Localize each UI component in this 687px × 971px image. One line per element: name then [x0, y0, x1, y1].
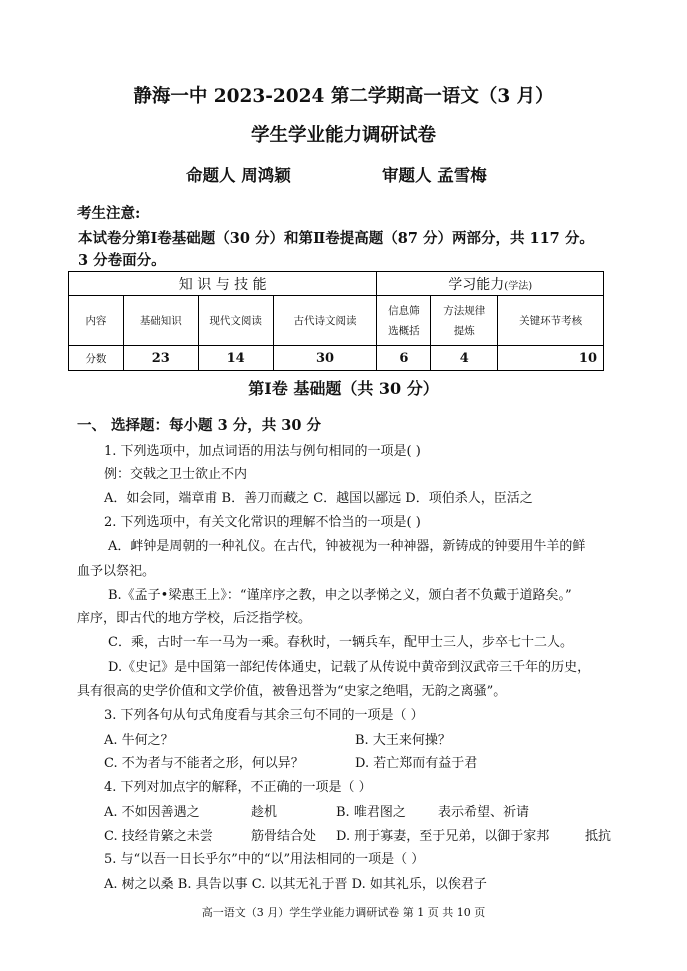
q1-stem: 1. 下列选项中，加点词语的用法与例句相同的一项是( ) — [104, 444, 421, 459]
group-ability-label: 学习能力 — [448, 276, 505, 293]
group-ability — [377, 272, 604, 296]
col-info — [377, 296, 431, 346]
score-info: 6 — [377, 346, 431, 371]
score-basic: 23 — [123, 346, 198, 371]
q2-option-b: B.《孟子•梁惠王上》：“谨庠序之教，申之以孝悌之义，颁白者不负戴于道路矣。” — [108, 588, 572, 603]
page-footer: 高一语文（3 月）学生学业能力调研试卷 第 1 页 共 10 页 — [201, 906, 486, 919]
q4-option-a: A. 不如因善遇之 — [104, 805, 200, 820]
row-label-score: 分数 — [69, 346, 124, 371]
q2-stem: 2. 下列选项中，有关文化常识的理解不恰当的一项是( ) — [104, 515, 421, 530]
q1-example: 例：交戟之卫士欲止不内 — [104, 467, 248, 482]
q3-option-b: B. 大王来何操？ — [355, 733, 451, 748]
q4-option-d: D. 刑于寡妻，至于兄弟，以御于家邦 — [336, 829, 550, 844]
setter: 命题人 周鸿颖 — [186, 166, 291, 185]
q2-option-a-cont: 血予以祭祀。 — [77, 564, 156, 579]
q2-option-a: A．衅钟是周朝的一种礼仪。在古代，钟被视为一种神器，新铸成的钟要用牛羊的鲜 — [108, 539, 586, 554]
col-key: 关键环节考核 — [498, 296, 604, 346]
q3-stem: 3. 下列各句从句式角度看与其余三句不同的一项是（ ） — [104, 708, 424, 723]
col-info-line2: 选概括 — [388, 324, 420, 337]
q4-option-b: B. 唯君图之 — [336, 805, 406, 820]
col-classical: 古代诗文阅读 — [273, 296, 377, 346]
q4-option-c: C. 技经肯綮之未尝 — [104, 829, 213, 844]
q4-option-b-meaning: 表示希望、祈请 — [438, 805, 530, 820]
q2-option-c: C．乘，古时一车一马为一乘。春秋时，一辆兵车，配甲士三人，步卒七十二人。 — [108, 635, 573, 650]
q4-stem: 4. 下列对加点字的解释，不正确的一项是（ ） — [104, 780, 372, 795]
col-method-line2: 提炼 — [453, 324, 475, 337]
q2-option-d: D.《史记》是中国第一部纪传体通史，记载了从传说中黄帝到汉武帝三千年的历史， — [108, 660, 591, 675]
exam-title: 静海一中 2023-2024 第二学期高一语文（3 月） — [133, 86, 554, 107]
group-ability-note: (学法) — [504, 280, 533, 292]
score-method: 4 — [431, 346, 498, 371]
q3-option-a: A. 牛何之？ — [104, 733, 174, 748]
q5-options: A. 树之以桑 B. 具告以事 C. 以其无礼于晋 D. 如其礼乐，以俟君子 — [104, 877, 487, 892]
col-method — [431, 296, 498, 346]
section-title: 第Ⅰ卷 基础题（共 30 分） — [248, 379, 439, 398]
score-key: 10 — [498, 346, 604, 371]
q1-options: A．如会同，端章甫 B．善刀而藏之 C．越国以鄙远 D．项伯杀人，臣活之 — [104, 491, 533, 506]
q5-stem: 5. 与“以吾一日长乎尔”中的“以”用法相同的一项是（ ） — [104, 852, 425, 867]
col-method-line1: 方法规律 — [443, 304, 486, 317]
q2-option-d-cont: 具有很高的史学价值和文学价值，被鲁迅誉为“史家之绝唱，无韵之离骚”。 — [77, 684, 507, 699]
q4-option-d-meaning: 抵抗 — [585, 829, 612, 844]
score-modern: 14 — [198, 346, 273, 371]
exam-subtitle: 学生学业能力调研试卷 — [250, 125, 436, 146]
col-basic: 基础知识 — [123, 296, 198, 346]
score-table — [68, 271, 604, 371]
notice-line-1: 本试卷分第Ⅰ卷基础题（30 分）和第Ⅱ卷提高题（87 分）两部分，共 117 分。 — [78, 230, 594, 247]
q4-option-c-meaning: 筋骨结合处 — [251, 829, 317, 844]
notice-label: 考生注意: — [77, 205, 141, 222]
q2-option-b-cont: 庠序，即古代的地方学校，后泛指学校。 — [77, 611, 312, 626]
col-modern: 现代文阅读 — [198, 296, 273, 346]
group-knowledge: 知 识 与 技 能 — [69, 272, 377, 296]
row-label-content: 内容 — [69, 296, 124, 346]
q4-option-a-meaning: 趁机 — [251, 805, 278, 820]
reviewer: 审题人 孟雪梅 — [382, 166, 487, 185]
col-info-line1: 信息筛 — [388, 304, 420, 317]
q3-option-d: D. 若亡郑而有益于君 — [355, 756, 478, 771]
notice-line-2: 3 分卷面分。 — [78, 252, 166, 269]
score-classical: 30 — [273, 346, 377, 371]
part-title: 一、 选择题：每小题 3 分，共 30 分 — [77, 417, 322, 434]
q3-option-c: C. 不为者与不能者之形，何以异？ — [104, 756, 304, 771]
